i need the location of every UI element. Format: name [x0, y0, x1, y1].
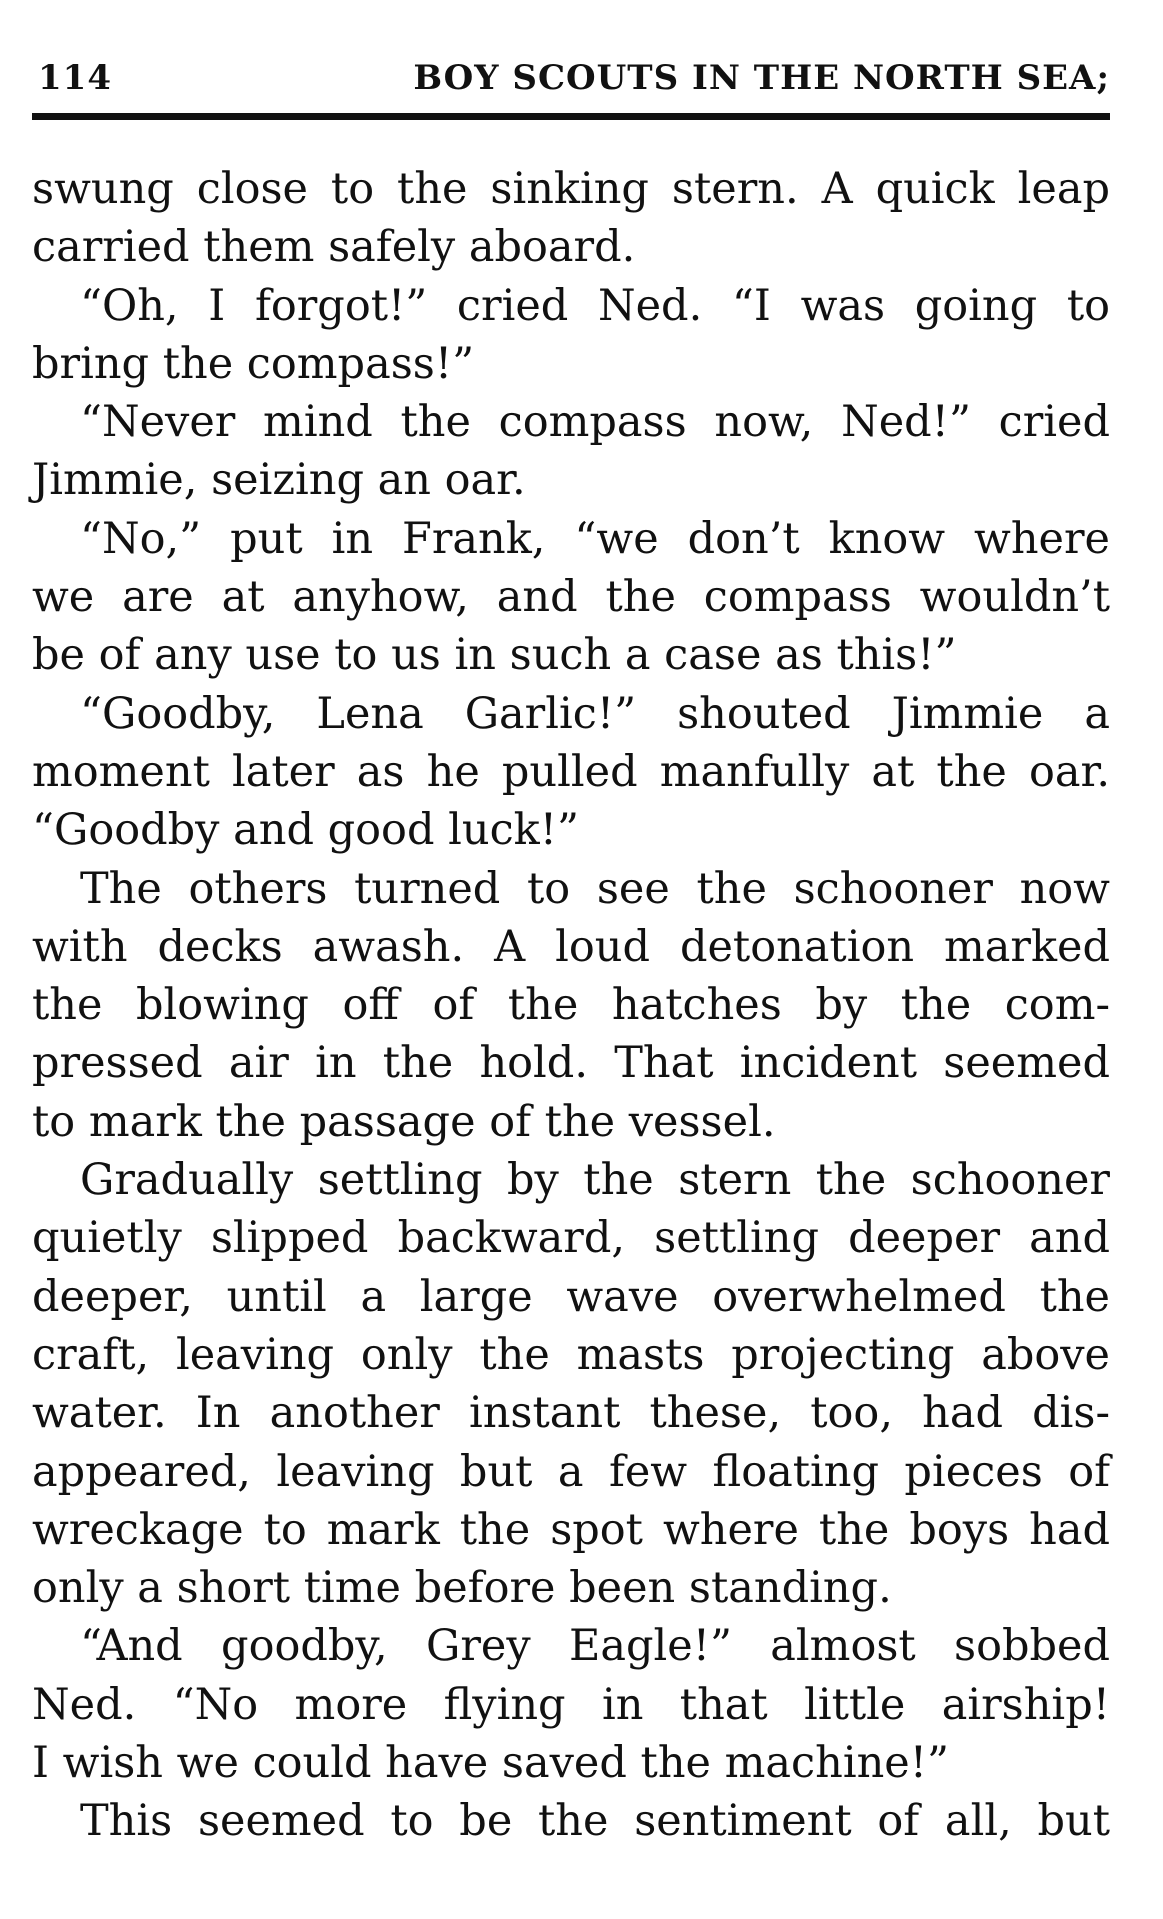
text-line: Gradually settling by the stern the schooner: [80, 1155, 1110, 1206]
book-page: [32, 0, 1110, 1919]
text-line: water. In another instant these, too, had dis-: [32, 1388, 1110, 1439]
text-line: carried them safely aboard.: [32, 222, 636, 273]
text-line: we are at anyhow, and the compass wouldn’t: [32, 572, 1110, 623]
text-line: “Goodby, Lena Garlic!” shouted Jimmie a: [80, 688, 1110, 739]
text-line: with decks awash. A loud detonation marked: [32, 921, 1110, 972]
text-line: deeper, until a large wave overwhelmed the: [32, 1271, 1110, 1322]
text-line: the blowing off of the hatches by the com-: [32, 980, 1110, 1031]
text-line: Ned. “No more flying in that little airship!: [32, 1679, 1110, 1730]
text-line: The others turned to see the schooner now: [80, 863, 1110, 914]
text-line: “Never mind the compass now, Ned!” cried: [80, 397, 1110, 448]
header-rule: [32, 113, 1110, 120]
page-header: [32, 58, 1110, 106]
text-line: to mark the passage of the vessel.: [32, 1096, 776, 1147]
text-line: I wish we could have saved the machine!”: [32, 1738, 949, 1789]
text-line: wreckage to mark the spot where the boys had: [32, 1504, 1110, 1555]
text-line: This seemed to be the sentiment of all, but: [80, 1796, 1110, 1847]
text-line: “Oh, I forgot!” cried Ned. “I was going to: [80, 280, 1110, 331]
text-line: be of any use to us in such a case as this!”: [32, 630, 957, 681]
text-line: “Goodby and good luck!”: [32, 805, 579, 856]
text-line: craft, leaving only the masts projecting above: [32, 1329, 1110, 1380]
text-line: moment later as he pulled manfully at the oar.: [32, 746, 1110, 797]
text-line: swung close to the sinking stern. A quick leap: [32, 164, 1110, 214]
text-line: quietly slipped backward, settling deeper and: [32, 1213, 1110, 1264]
text-line: “No,” put in Frank, “we don’t know where: [80, 513, 1110, 564]
text-line: bring the compass!”: [32, 338, 475, 389]
text-line: only a short time before been standing.: [32, 1563, 892, 1614]
body-text: [32, 160, 1110, 1851]
text-line: “And goodby, Grey Eagle!” almost sobbed: [80, 1621, 1110, 1672]
text-line: appeared, leaving but a few floating pieces of: [32, 1446, 1110, 1497]
page-number: 114: [38, 58, 112, 98]
text-line: pressed air in the hold. That incident seemed: [32, 1038, 1110, 1089]
running-head: BOY SCOUTS IN THE NORTH SEA;: [413, 58, 1110, 98]
text-line: Jimmie, seizing an oar.: [32, 455, 526, 506]
